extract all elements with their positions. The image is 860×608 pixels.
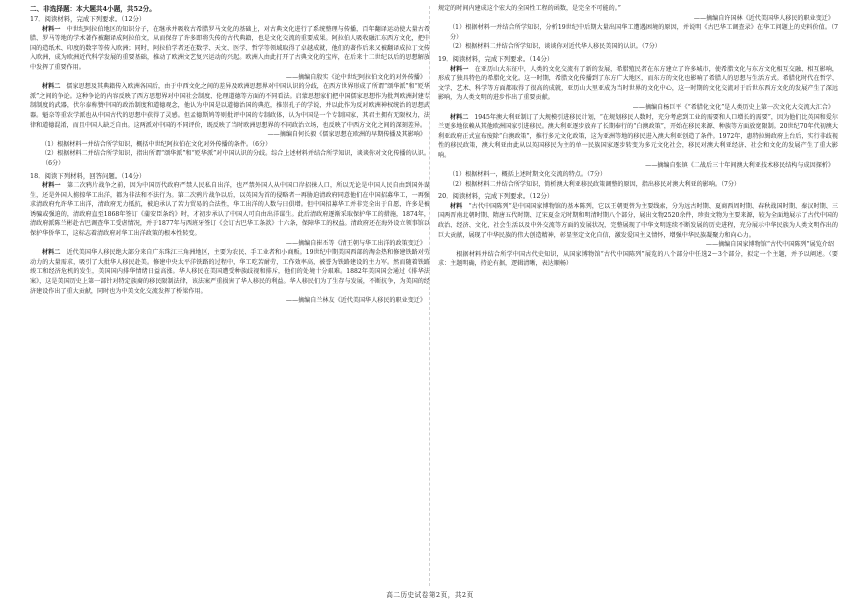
q17-material-1-source: ——摘编自殷实《论中世纪阿拉伯文化的对外传播》: [285, 73, 426, 81]
q17-question-1: （1）根据材料一并结合所学知识，概括中世纪阿拉伯在文化对外传播的条件。（6分）: [41, 140, 272, 148]
q18-material-2-continued: 规定的时间内建成这个宏大的全国性工程的函数，是完全不可能的。”: [438, 5, 621, 12]
q19-question-2: （2）根据材料二并结合所学知识，简析澳大利亚移民政策调整的原因，指出移民对澳大利亚的影响。（7分）: [449, 180, 741, 188]
q19-material-2-source: ——摘编自张镇《二战后三十年间澳大利亚技术移民结构与成因探析》: [645, 161, 834, 169]
q18-material-1-source: ——摘编自崔丕等《清王朝与华工出洋的政策变迁》: [285, 239, 426, 247]
q19-material-1: 材料一 在亚历山大东征中，人类的文化交流有了新的发展，希腊殖民者在东方建立了许多城市，使希腊文化与东方文化相互交融、相互影响，形成了独具特色的希腊化文化。这一时期，希腊文化传播到了东方广大地区，而东方的文化也影响了希腊人的思想与生活方式。希腊化时代在哲学、文学、艺术、科学等方面都取得了很高的成就，亚历山大里亚成为当时世界的文化中心，这一时期的文化交流对于后世东西方文化的发展产生了深远影响，为人类文明的进步作出了重要贡献。: [438, 65, 839, 102]
q20-head: 20．阅读材料，完成下列要求。（12分）: [438, 192, 554, 201]
q18-material-2-continued-source: ——摘编自许国林《近代美国华人移民的职业变迁》: [693, 14, 834, 22]
page-footer: 高二历史试卷第2页，共2页: [386, 591, 474, 599]
q19-material-2: 材料二 1945年澳大利亚制订了大规模引进移民计划，“在规划移民人数时，充分考虑到工业的需要和人口增长的需要”，因为他们比英国和爱尔兰更多地依赖从其他欧洲国家引进移民。澳大利亚逐步放弃了长期奉行的“白澳政策”，开始在移民来源、种族等方面放宽限制。20世纪70年代初澳大利亚政府正式宣布废除“白澳政策”，推行多元文化政策，这为亚洲等地的移民进入澳大利亚创造了条件。1972年，惠特拉姆政府上台后，实行非歧视性的移民政策，澳大利亚由此从以英国移民为主的单一民族国家逐步转变为多元文化社会，移民对澳大利亚经济、社会和文化的发展产生了重大影响。: [438, 113, 838, 159]
q19-head: 19．阅读材料，完成下列要求。（14分）: [438, 54, 554, 63]
q20-material: 材料 “古代中国陈列”是中国国家博物馆的基本陈列，它以王朝更替为主要线索，分为远古时期、夏商西周时期、春秋战国时期、秦汉时期、三国两晋南北朝时期、隋唐五代时期、辽宋夏金元时期和明清时期八个部分，展出文物2520余件，珍贵文物为主要来源，较为全面地展示了古代中国的政治、经济、文化、社会生活以及中外交流等方面的发展状况，完整展现了中华文明连续不断发展的历史进程，充分展示中华民族为人类文明作出的巨大贡献，展现了中华民族的伟大创造精神，彰显坚定文化自信，激发爱国主义情怀，增强中华民族凝聚力和向心力。: [438, 202, 839, 239]
q18-head: 18．阅读下列材料，回答问题。（14分）: [30, 171, 146, 180]
column-divider: [429, 6, 430, 586]
q17-material-2-source: ——摘编自何长毅《儒家思想在欧洲的早期传播及其影响》: [267, 131, 426, 139]
q18-material-2-source: ——摘编自兰林友《近代美国华人移民的职业变迁》: [285, 297, 426, 305]
q17-question-2: （2）根据材料二并结合所学知识，指出所谓“颂华派”和“贬华派”对中国认识的分歧。综合上述材料并结合所学知识，谈谈你对文化传播的认识。（6分）: [41, 150, 430, 167]
q20-material-source: ——摘编自国家博物馆“古代中国陈列”展览介绍: [705, 241, 834, 249]
q18-material-1: 材料一 第二次鸦片战争之前，因为中国历代政府严禁人民私自出洋，也严禁外国人从中国口岸招徕人口，所以无论是中国人民自由到国外谋生，还是外国人掳掠华工出洋，都为非法和不法行为。第二次鸦片战争以后，以英国为首的侵略者一再胁迫清政府同意他们在中国招募华工，一再强求清政府允许华工出洋，清政府无力抵抗，被迫承认了苦力贸易的合法性，华工出洋的人数与日俱增。但中国招募华工并非完全出于自愿，许多是被诱骗或强迫的，清政府直至1868年签订《蒲安臣条约》时，才初步承认了中国人可自由出洋谋生。此后清政府逐渐采取保护华工的措施，1874年，清政府派陈兰彬赴古巴调查华工受虐情况，并于1877年与西班牙签订《会订古巴华工条款》十六条，保障华工的权益。清政府还在海外设立领事馆以保护华侨华工，这标志着清政府对华工出洋政策的根本性转变。: [30, 182, 431, 238]
q18-material-2: 材料二 近代美国华人移民绝大部分来自广东珠江三角洲地区，主要为农民、手工业者和小商贩。19世纪中期美国西部的淘金热和修建铁路对劳动力的大量需求，吸引了大批华人移民赴美。修建中央太平洋铁路的过程中，华工吃苦耐劳，工作效率高，被誉为铁路建设的主力军。然而随着铁路竣工和经济危机的发生，美国国内排华情绪日益高涨。华人移民在美国遭受种族歧视和排斥，他们的处境十分艰难。1882年美国国会通过《排华法案》，这是美国历史上第一部针对特定族裔的移民限制法律，该法案严重损害了华人移民的利益。华人移民们为了生存与发展，不断抗争，为美国的经济建设作出了重大贡献，同时也为中美文化交流发挥了桥梁作用。: [30, 249, 430, 295]
section-title: 二、非选择题：本大题共4小题，共52分。: [30, 5, 156, 13]
left-column: [30, 4, 430, 306]
q17-material-1: 材料一 中世纪阿拉伯地区的知识分子，在继承并吸收古希腊罗马文化的基础上，对古典文化进行了系统整理与传播，百年翻译运动使大量古希腊、罗马等地的学术著作被翻译成阿拉伯文，从而保存了许多即将失传的古代典籍，也是文化交流的重要成果。阿拉伯人吸收融汇东西方文化，把中国的造纸术、印度的数字等传入欧洲；同时，阿拉伯学者还在数学、天文、医学、哲学等领域取得了卓越成就，他们的著作后来又被翻译成拉丁文传入欧洲，成为欧洲近代科学发展的重要基础，推动了欧洲文艺复兴运动的兴起。欧洲人由此打开了古典文化的宝库，在后来十二世纪以后的思想解放中发挥了重要作用。: [30, 25, 431, 71]
right-column: [438, 4, 838, 269]
q17-material-2: 材料二 儒家思想及其典籍传入欧洲各国后，由于中西文化之间的差异及欧洲思想界对中国认识的分歧，在西方世界形成了所谓“颂华派”和“贬华派”之间的争论。这种争论的内容反映了西方思想界对中国社会制度、伦理道德等方面的不同看法。启蒙思想家们把中国儒家思想作为批判欧洲封建专制制度的武器，伏尔泰称赞中国的政治制度和道德观念，他认为中国是以道德治国的典范，推崇孔子的学说，并以此作为反对欧洲神权统治的思想武器。魁奈等重农学派也从中国古代的思想中获得了灵感。但孟德斯鸠等则批评中国的专制政体，认为中国是一个专制国家，其君主拥有无限权力，法律和道德混淆，而且中国人缺乏自由。这两派对中国的不同评价，既反映了当时欧洲思想界的不同政治立场，也反映了中西方文化之间的深刻差异。: [30, 83, 430, 129]
q18-question-1: （1）根据材料一并结合所学知识，分析19世纪中后期大量出国华工遭遇困境的原因，并说明《古巴华工调查录》在华工问题上的史料价值。（7分）: [449, 24, 838, 41]
q19-material-1-source: ——摘编自杨巨平《“希腊化文化”是人类历史上第一次文化大交流大汇合》: [632, 103, 834, 111]
q18-question-2: （2）根据材料二并结合所学知识，谈谈你对近代华人移民美国的认识。（7分）: [449, 43, 661, 51]
q20-question: 根据材料并结合所学中国古代史知识，从国家博物馆“古代中国陈列”展览的八个部分中任选2～3个部分，拟定一个主题，并予以阐述。（要求：主题明确，持论有据，逻辑清晰，表达顺畅）: [438, 250, 838, 268]
q17-head: 17．阅读材料，完成下列要求。（12分）: [30, 15, 146, 23]
q19-question-1: （1）根据材料一，概括上述时期文化交流的特点。（7分）: [449, 171, 607, 179]
